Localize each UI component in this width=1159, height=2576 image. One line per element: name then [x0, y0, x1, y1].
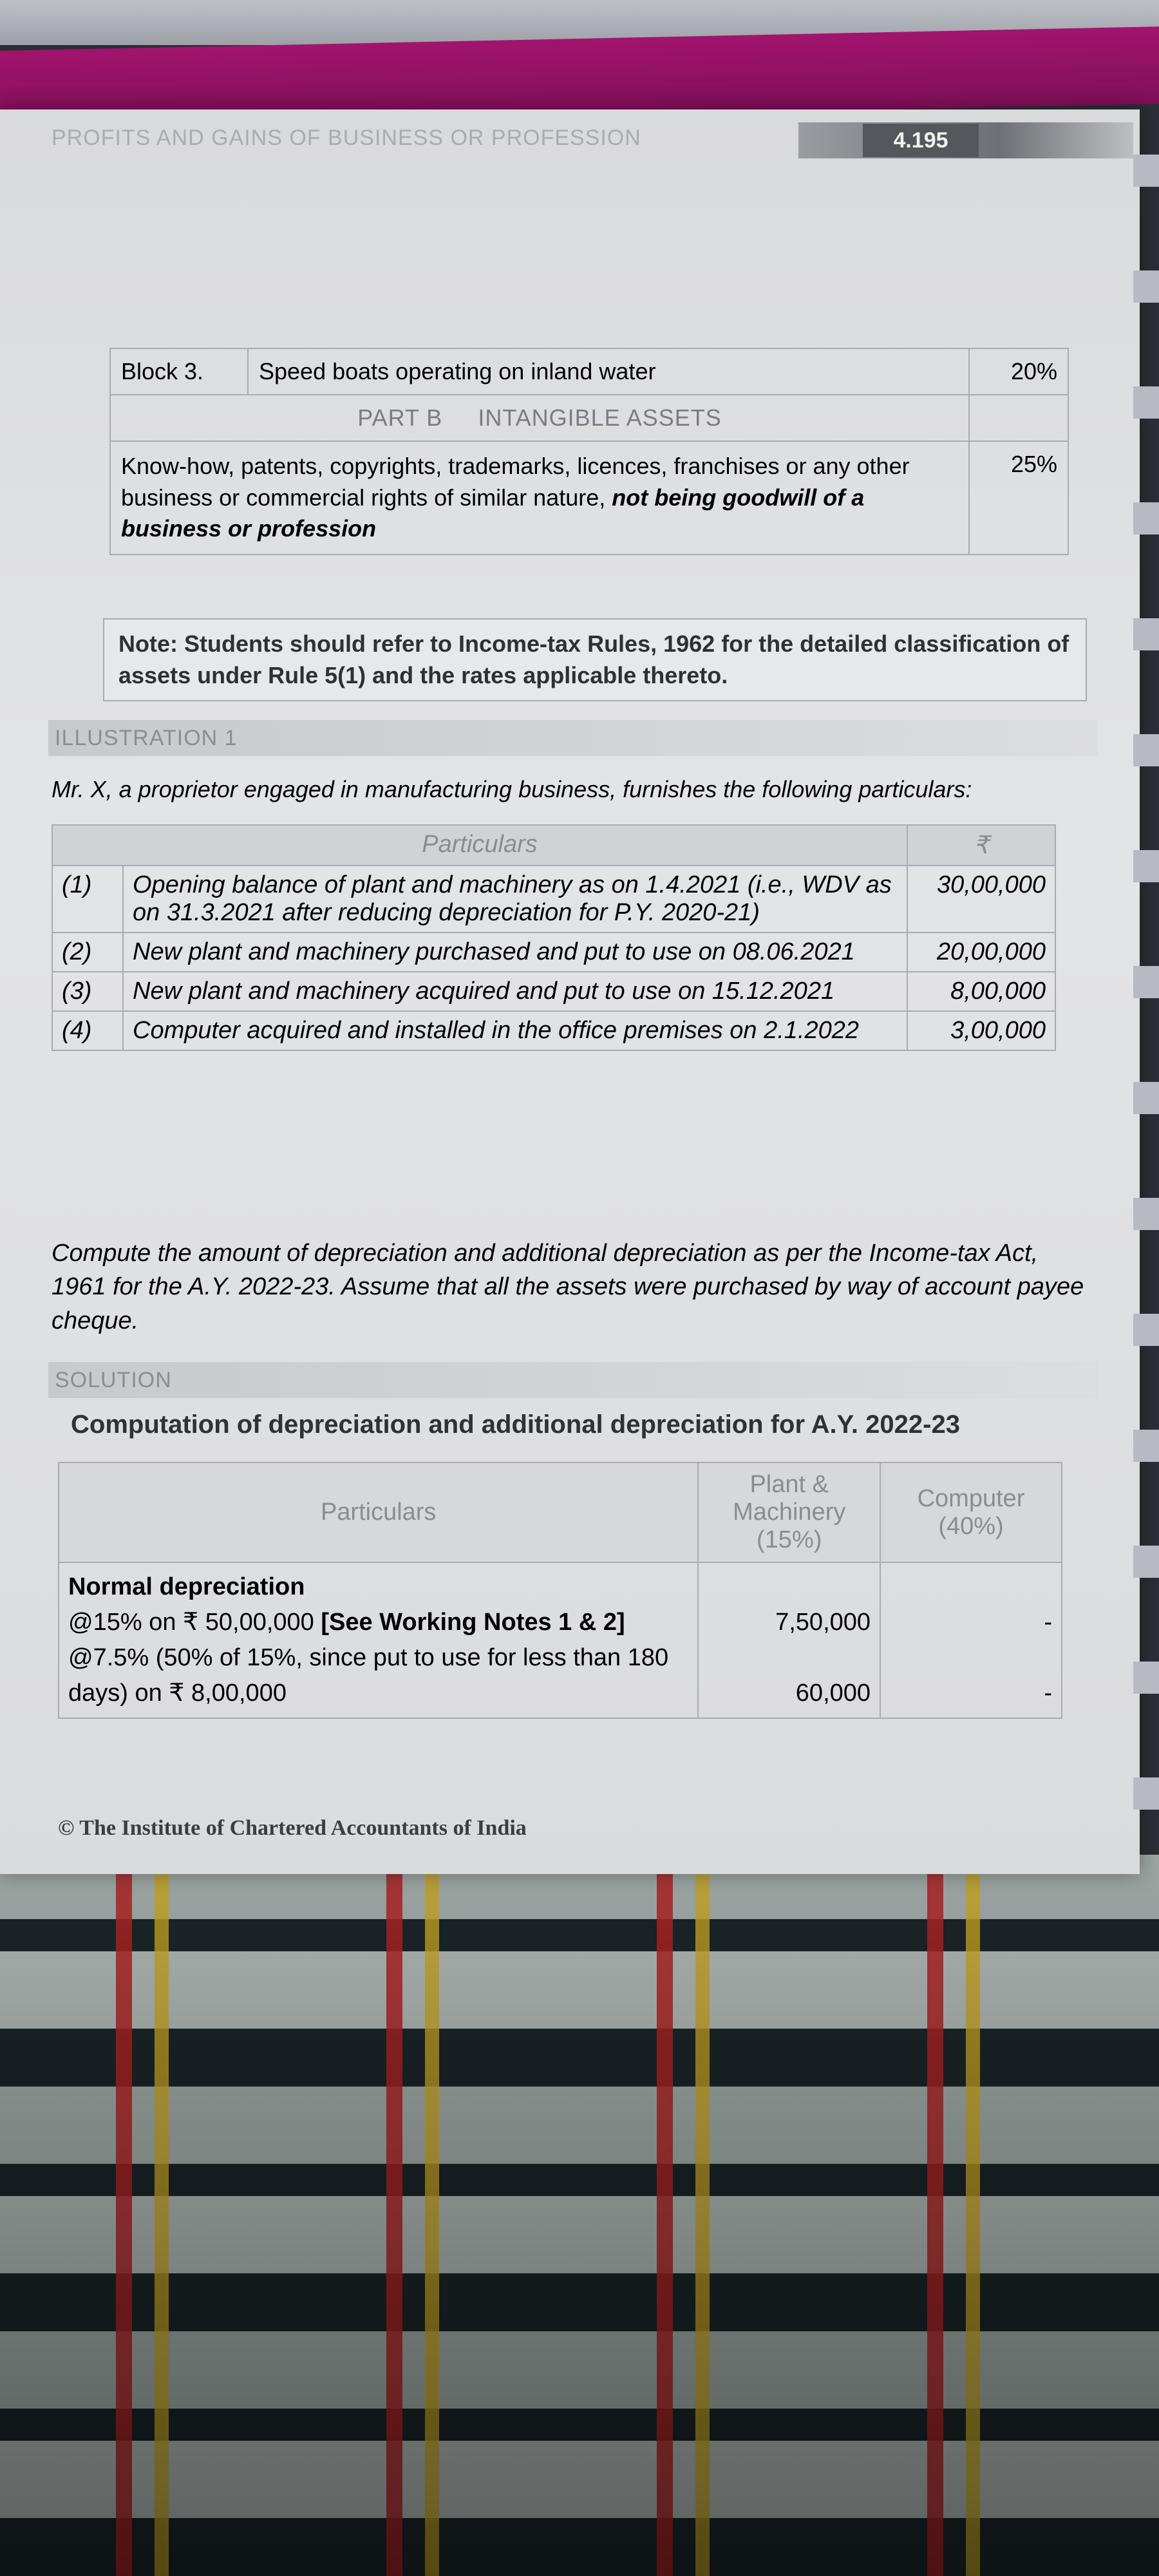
depreciation-rates-table — [109, 348, 1069, 555]
computer-header: Computer (40%) — [880, 1463, 1062, 1562]
part-b-heading — [110, 395, 969, 441]
copyright-footer: © The Institute of Chartered Accountants of India — [58, 1816, 527, 1840]
block-description: Speed boats operating on inland water — [248, 348, 969, 395]
intangible-description: Know-how, patents, copyrights, trademarks, licences, franchises or any other business or commercial rights of similar nature, — [121, 453, 910, 511]
table-row — [52, 972, 1055, 1011]
table-row — [110, 441, 1068, 554]
spiral-binding-rings — [1133, 116, 1159, 1855]
row-amount: 30,00,000 — [907, 866, 1055, 933]
empty-cell — [969, 395, 1068, 441]
row-amount: 8,00,000 — [907, 972, 1055, 1011]
row-amount: 3,00,000 — [907, 1011, 1055, 1050]
line2-computer: - — [1044, 1680, 1052, 1707]
intangible-rate: 25% — [969, 441, 1068, 554]
particulars-header: Particulars — [59, 1463, 698, 1562]
line1-plant: 7,50,000 — [775, 1609, 871, 1636]
part-b-label: PART B — [357, 404, 443, 431]
line1-note: [See Working Notes 1 & 2] — [321, 1609, 625, 1636]
line1-text — [68, 1605, 688, 1640]
row-text: Computer acquired and installed in the office premises on 2.1.2022 — [123, 1011, 907, 1050]
note-box: Note: Students should refer to Income-tax Rules, 1962 for the detailed classification of assets under Rule 5(1) and the rates applicable thereto. — [103, 618, 1087, 701]
part-b-title: INTANGIBLE ASSETS — [478, 404, 722, 431]
page-number: 4.195 — [863, 124, 979, 157]
particulars-table — [52, 824, 1056, 1051]
row-text: New plant and machinery acquired and put to use on 15.12.2021 — [123, 972, 907, 1011]
amount-header: ₹ — [907, 825, 1055, 866]
table-row — [59, 1562, 1062, 1718]
row-number: (1) — [52, 866, 123, 933]
intangible-description-cell — [110, 441, 969, 554]
row-text: Opening balance of plant and machinery as on 1.4.2021 (i.e., WDV as on 31.3.2021 after reducing depreciation for P.Y. 2020-21) — [123, 866, 907, 933]
normal-depreciation-cell — [59, 1562, 698, 1718]
line2-plant: 60,000 — [795, 1680, 871, 1707]
computation-title: Computation of depreciation and additional depreciation for A.Y. 2022-23 — [71, 1410, 960, 1439]
line1-prefix: @15% on ₹ 50,00,000 — [68, 1609, 321, 1636]
normal-depreciation-heading: Normal depreciation — [68, 1573, 305, 1600]
table-header-row — [52, 825, 1055, 866]
row-number: (3) — [52, 972, 123, 1011]
plant-values-cell — [698, 1562, 880, 1718]
row-number: (4) — [52, 1011, 123, 1050]
table-row — [52, 933, 1055, 972]
illustration-question: Compute the amount of depreciation and additional depreciation as per the Income-tax Act, 1961 for the A.Y. 2022-23. Assume that all the assets were purchased by way of account payee cheque. — [52, 1240, 1084, 1334]
running-header-title: PROFITS AND GAINS OF BUSINESS OR PROFESSION — [52, 126, 641, 150]
particulars-header: Particulars — [52, 825, 907, 866]
table-header-row — [59, 1463, 1062, 1562]
line2-text: @7.5% (50% of 15%, since put to use for less than 180 days) on ₹ 8,00,000 — [68, 1644, 669, 1707]
row-text: New plant and machinery purchased and put to use on 08.06.2021 — [123, 933, 907, 972]
table-row — [110, 348, 1068, 395]
table-row — [52, 866, 1055, 933]
row-amount: 20,00,000 — [907, 933, 1055, 972]
illustration-intro: Mr. X, a proprietor engaged in manufacturing business, furnishes the following particulars: — [52, 776, 972, 802]
row-number: (2) — [52, 933, 123, 972]
table-row — [110, 395, 1068, 441]
solution-label: SOLUTION — [48, 1362, 1098, 1398]
illustration-label: ILLUSTRATION 1 — [48, 720, 1098, 756]
computation-table — [58, 1462, 1062, 1719]
computer-values-cell — [880, 1562, 1062, 1718]
table-row — [52, 1011, 1055, 1050]
intangible-emphasis: not being goodwill of a business or profession — [121, 484, 865, 542]
block-label: Block 3. — [110, 348, 248, 395]
cloth-background — [0, 1855, 1159, 2576]
line1-computer: - — [1044, 1609, 1052, 1636]
block-rate: 20% — [969, 348, 1068, 395]
plant-machinery-header: Plant & Machinery (15%) — [698, 1463, 880, 1562]
